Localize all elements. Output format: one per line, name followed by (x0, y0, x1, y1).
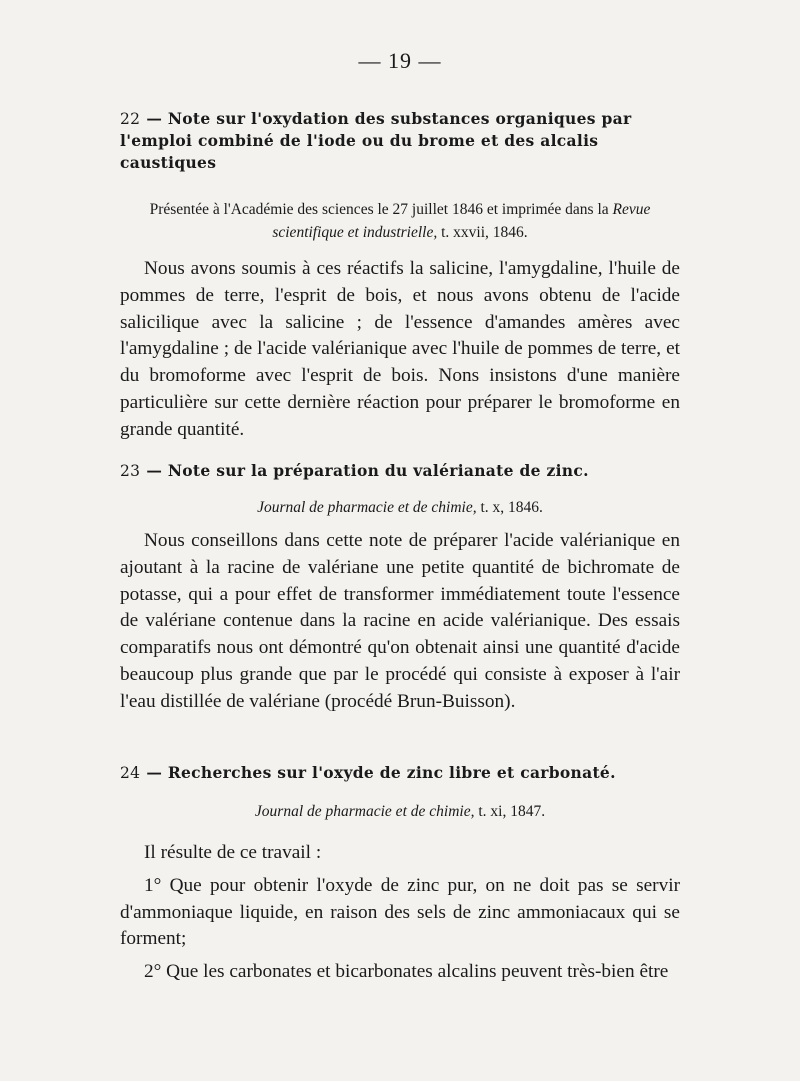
entry-title-text: — Note sur la préparation du valérianate de zinc. (146, 461, 589, 480)
entry-23-body (120, 528, 680, 716)
page-number: — 19 — (358, 48, 442, 73)
source-journal: Journal de pharmacie et de chimie, (254, 803, 475, 820)
paragraph: Nous avons soumis à ces réactifs la salicine, l'amygdaline, l'huile de pommes de terre, l'esprit de bois, et nous avons obtenu de l'acide salicilique avec la salicine ; de l'essence d'amandes amères avec l'amygdaline ; de l'acide valérianique avec l'huile de pommes de terre, et du bromoforme avec l'esprit de bois. Nons insistons d'une manière particulière sur cette dernière réaction pour préparer le bromoforme en grande quantité. (120, 258, 680, 440)
source-volume: t. xi, 1847. (478, 803, 546, 820)
source-volume: t. xxvii, 1846. (441, 224, 528, 241)
entry-22-body (120, 256, 680, 444)
source-volume: t. x, 1846. (480, 499, 543, 516)
entry-22-title (120, 108, 680, 174)
paragraph: 2° Que les carbonates et bicarbonates alcalins peuvent très-bien être (144, 961, 669, 983)
entry-number: 23 (120, 462, 141, 480)
source-journal: Journal de pharmacie et de chimie, (257, 499, 477, 516)
source-text: Présentée à l'Académie des sciences le 27 juillet 1846 et imprimée dans la (149, 201, 609, 218)
entry-24-source (120, 800, 680, 823)
entry-24-title (120, 762, 680, 784)
paragraph: Il résulte de ce travail : (144, 842, 322, 863)
entry-24-body (120, 840, 680, 986)
entry-title-text: — Recherches sur l'oxyde de zinc libre et carbonaté. (146, 763, 616, 782)
paragraph: 1° Que pour obtenir l'oxyde de zinc pur, on ne doit pas se servir d'ammoniaque liquide, en raison des sels de zinc ammoniacaux qui se forment; (120, 874, 680, 950)
entry-title-text: — Note sur l'oxydation des substances organiques par l'emploi combiné de l'iode ou du brome et des alcalis caustiques (120, 109, 632, 172)
paragraph: Nous conseillons dans cette note de préparer l'acide valérianique en ajoutant à la racine de valériane une petite quantité de bichromate de potasse, qui a pour effet de transformer immédiatement toute l'essence de valériane contenue dans la racine en acide valérianique. Des essais comparatifs nous ont démontré qu'on obtenait ainsi une quantité d'acide beaucoup plus grande que par le procédé qui consiste à exposer à l'air l'eau distillée de valériane (procédé Brun-Buisson). (120, 530, 680, 712)
source-journal: Revue scientifique et industrielle, (272, 201, 651, 241)
entry-22-source (120, 198, 680, 244)
entry-23-source (120, 496, 680, 519)
entry-23-title (120, 460, 680, 482)
entry-number: 22 (120, 110, 141, 128)
entry-number: 24 (120, 764, 141, 782)
